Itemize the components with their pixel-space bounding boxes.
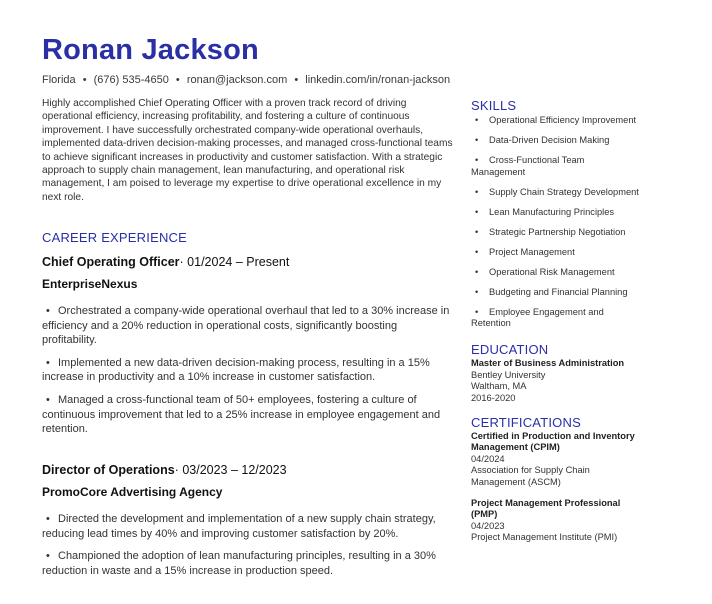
contact-location: Florida bbox=[42, 74, 76, 86]
education-degree: Master of Business Administration bbox=[471, 358, 625, 369]
job-bullet-list bbox=[42, 512, 454, 578]
contact-line bbox=[42, 74, 450, 86]
skill-item: • Lean Manufacturing Principles bbox=[475, 206, 615, 217]
job-role: Director of Operations bbox=[42, 463, 175, 477]
main-column bbox=[42, 97, 454, 577]
job-bullet: • Orchestrated a company-wide operational overhaul that led to a 30% increase in efficiency and a 20% reduction in operational costs, significantly boosting profitability. bbox=[42, 305, 450, 347]
skill-item: • Operational Efficiency Improvement bbox=[475, 115, 637, 125]
job-entry bbox=[42, 463, 454, 578]
contact-separator: • bbox=[175, 74, 180, 86]
job-company: EnterpriseNexus bbox=[42, 277, 138, 291]
skill-item: • Cross-Functional Team Management bbox=[471, 154, 585, 177]
job-dates: 03/2023 – 12/2023 bbox=[182, 463, 287, 477]
job-role: Chief Operating Officer bbox=[42, 255, 180, 269]
skill-item: • Operational Risk Management bbox=[475, 266, 615, 277]
job-bullet-list bbox=[42, 304, 454, 437]
certification-entry bbox=[471, 431, 641, 489]
job-bullet: • Directed the development and implementation of a new supply chain strategy, reducing lead times by 40% and improving customer satisfaction by 20%. bbox=[42, 513, 436, 540]
skill-item: • Employee Engagement and Retention bbox=[471, 306, 604, 329]
job-company: PromoCore Advertising Agency bbox=[42, 485, 223, 499]
skills-list bbox=[471, 115, 641, 330]
contact-linkedin[interactable]: linkedin.com/in/ronan-jackson bbox=[305, 74, 451, 86]
skill-item: • Budgeting and Financial Planning bbox=[475, 286, 628, 297]
section-title-skills: SKILLS bbox=[471, 98, 517, 113]
contact-phone: (676) 535-4650 bbox=[93, 74, 169, 86]
skill-item: • Strategic Partnership Negotiation bbox=[475, 226, 626, 237]
job-bullet: • Implemented a new data-driven decision-making process, resulting in a 15% increase in productivity and a 10% increase in customer satisfaction. bbox=[42, 356, 430, 384]
job-heading: Chief Operating Officer· 01/2024 – Present bbox=[42, 255, 290, 269]
section-title-certifications: CERTIFICATIONS bbox=[471, 414, 581, 430]
section-title-experience: CAREER EXPERIENCE bbox=[42, 230, 187, 245]
certification-entry bbox=[471, 498, 641, 544]
certification-name: Certified in Production and Inventory Management (CPIM) bbox=[471, 430, 635, 453]
sidebar-column bbox=[471, 98, 641, 544]
contact-separator: • bbox=[82, 74, 87, 86]
job-bullet: • Managed a cross-functional team of 50+ employees, fostering a culture of continuous improvement that led to a 25% increase in employee engagement and retention. bbox=[42, 393, 441, 436]
skill-item: • Supply Chain Strategy Development bbox=[475, 186, 639, 197]
certification-name: Project Management Professional (PMP) bbox=[471, 497, 621, 520]
section-title-education: EDUCATION bbox=[471, 342, 549, 358]
certification-issuer: Project Management Institute (PMI) bbox=[471, 532, 618, 543]
professional-summary: Highly accomplished Chief Operating Officer with a proven track record of driving operational efficiency, increasing profitability, and fostering a culture of continuous improvement. I have successfully orchestrated company-wide operational overhauls, implemented data-driven decision-making processes, and managed cross-functional teams to achieve significant increases in productivity and customer satisfaction. With a strategic approach to supply chain management, lean manufacturing, and operational risk management, I am poised to leverage my expertise to drive operational excellence in my next role. bbox=[42, 98, 453, 203]
education-location: Waltham, MA bbox=[471, 381, 527, 392]
certification-date: 04/2024 bbox=[471, 453, 505, 464]
job-dates: 01/2024 – Present bbox=[187, 255, 290, 269]
certification-issuer: Association for Supply Chain Management (ASCM) bbox=[471, 465, 590, 487]
contact-email[interactable]: ronan@jackson.com bbox=[186, 74, 288, 86]
contact-separator: • bbox=[294, 74, 299, 86]
skill-item: • Project Management bbox=[475, 246, 575, 257]
education-entry bbox=[471, 358, 641, 404]
job-entry bbox=[42, 255, 454, 437]
job-bullet: • Championed the adoption of lean manufacturing principles, resulting in a 30% reduction in waste and a 15% increase in production speed. bbox=[42, 550, 436, 577]
certification-date: 04/2023 bbox=[471, 520, 505, 531]
education-school: Bentley University bbox=[471, 369, 546, 380]
skill-item: • Data-Driven Decision Making bbox=[475, 134, 610, 145]
job-heading: Director of Operations· 03/2023 – 12/2023 bbox=[42, 463, 287, 477]
education-years: 2016-2020 bbox=[471, 393, 516, 404]
candidate-name: Ronan Jackson bbox=[42, 34, 259, 66]
